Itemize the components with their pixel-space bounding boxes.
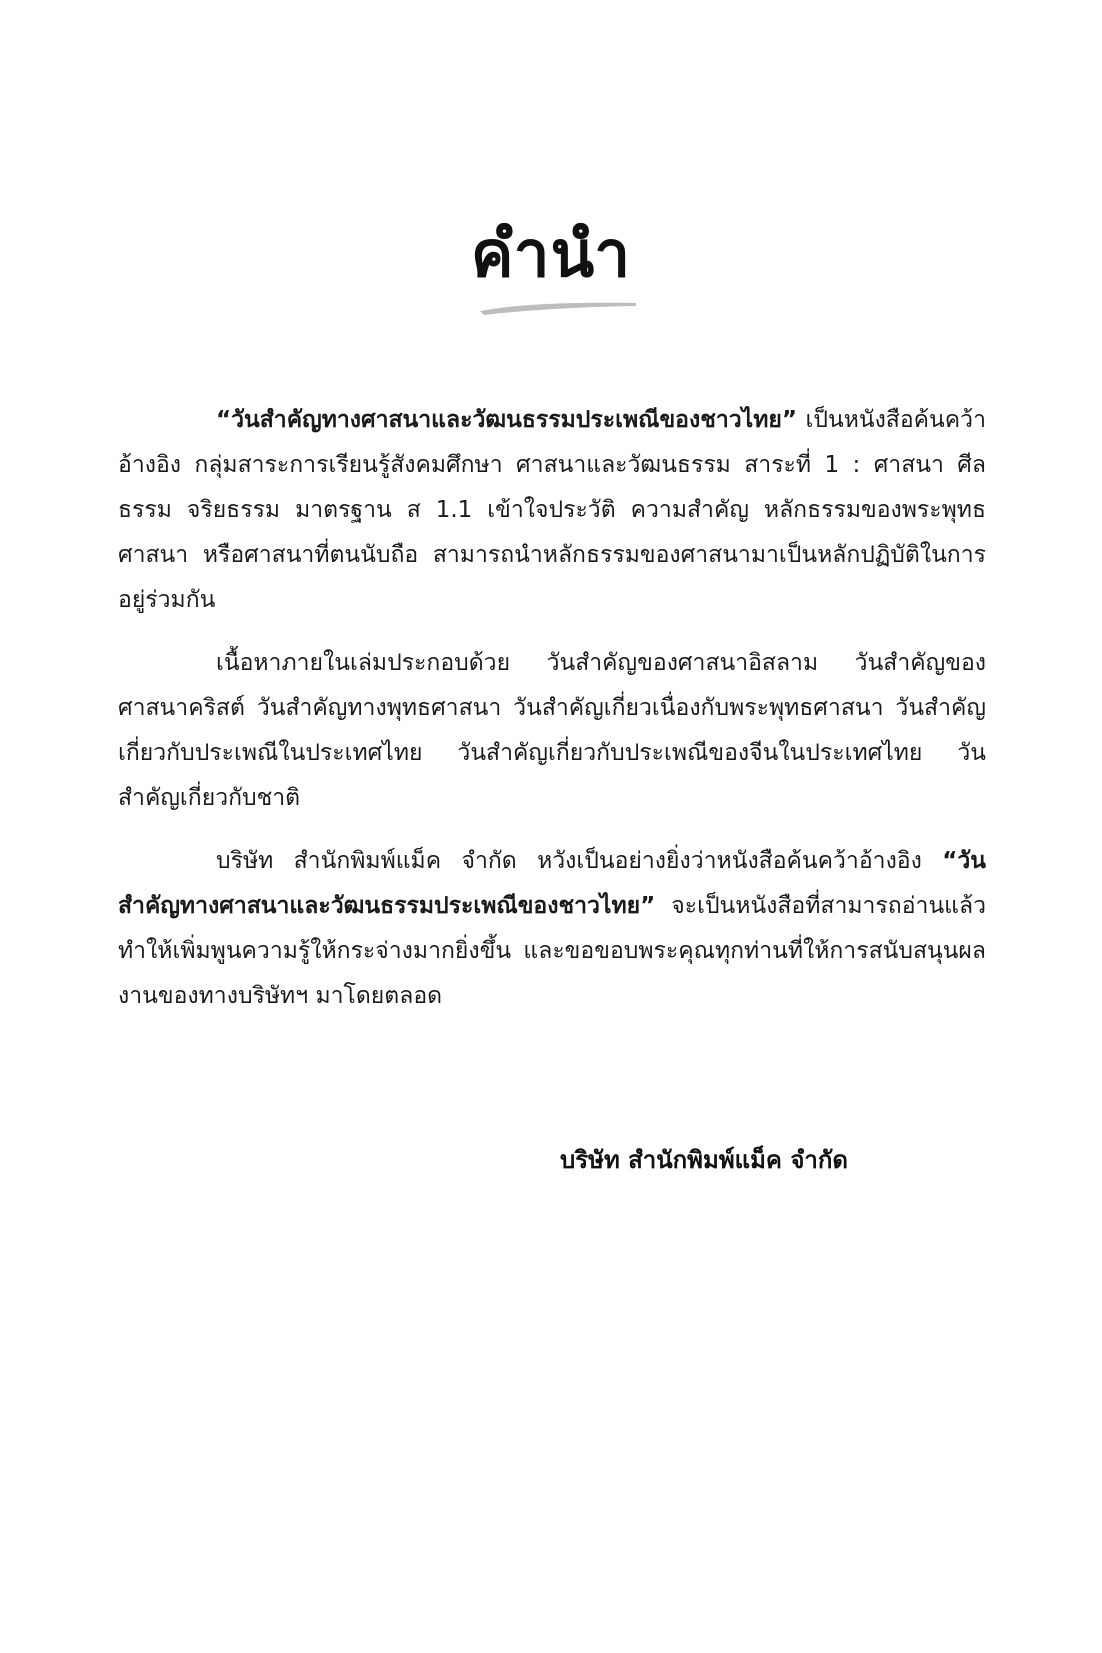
paragraph-1 bbox=[118, 398, 986, 623]
paragraph-3-text-after: จะเป็นหนังสือที่สามารถอ่านแล้วทำให้เพิ่มพูนความรู้ให้กระจ่างมากยิ่งขึ้น และขอขอบพระคุณทุกท่านที่ให้การสนับสนุนผลงานของทางบริษัทฯ มาโดยตลอด bbox=[118, 893, 986, 1009]
book-title-quote: “วันสำคัญทางศาสนาและวัฒนธรรมประเพณีของชาวไทย” bbox=[216, 407, 797, 433]
paragraph-3 bbox=[118, 839, 986, 1019]
title-underline-brush bbox=[478, 298, 638, 316]
title-block bbox=[0, 210, 1102, 320]
book-title-quote-2: “วันสำคัญทางศาสนาและวัฒนธรรมประเพณีของชาวไทย” bbox=[118, 848, 986, 919]
publisher-signature: บริษัท สำนักพิมพ์แม็ค จำกัด bbox=[560, 1146, 848, 1174]
paragraph-2-text: เนื้อหาภายในเล่มประกอบด้วย วันสำคัญของศาสนาอิสลาม วันสำคัญของศาสนาคริสต์ วันสำคัญทางพุทธศาสนา วันสำคัญเกี่ยวเนื่องกับพระพุทธศาสนา วันสำคัญเกี่ยวกับประเพณีในประเทศไทย วันสำคัญเกี่ยวกับประเพณีของจีนในประเทศไทย วันสำคัญเกี่ยวกับชาติ bbox=[118, 650, 986, 811]
paragraph-3-text-before: บริษัท สำนักพิมพ์แม็ค จำกัด หวังเป็นอย่างยิ่งว่าหนังสือค้นคว้าอ้างอิง bbox=[216, 848, 943, 874]
preface-body bbox=[118, 398, 986, 1037]
paragraph-2 bbox=[118, 641, 986, 821]
page-title: คำนำ bbox=[470, 218, 632, 292]
paragraph-1-text: เป็นหนังสือค้นคว้าอ้างอิง กลุ่มสาระการเรียนรู้สังคมศึกษา ศาสนาและวัฒนธรรม สาระที่ 1 : ศาสนา ศีลธรรม จริยธรรม มาตรฐาน ส 1.1 เข้าใจประวัติ ความสำคัญ หลักธรรมของพระพุทธศาสนา หรือศาสนาที่ตนนับถือ สามารถนำหลักธรรมของศาสนามาเป็นหลักปฏิบัติในการอยู่ร่วมกัน bbox=[118, 407, 986, 613]
